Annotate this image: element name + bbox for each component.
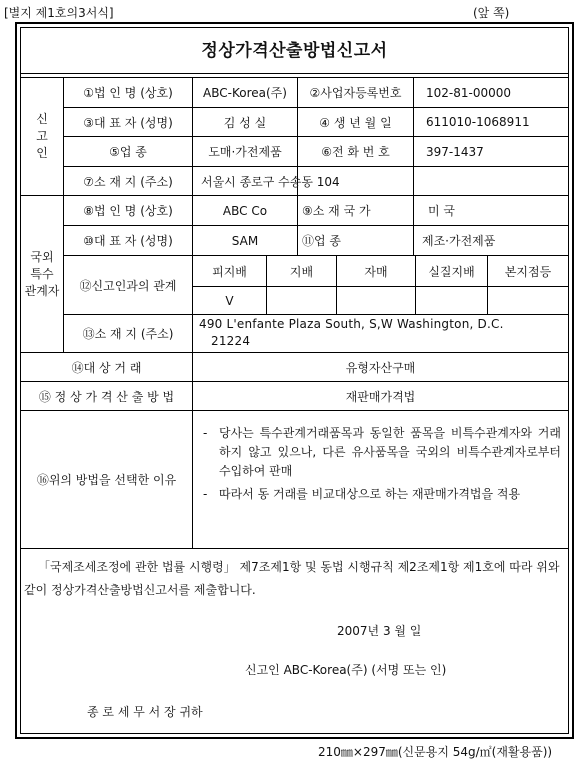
relation-mark-branch	[488, 287, 568, 314]
rp-address-value: 490 L'enfante Plaza South, S,W Washington, D.C. 21224	[199, 317, 504, 348]
reason-item: - 당사는 특수관계거래품목과 동일한 품목을 비특수관계자와 거래하지 않고 있으나, 다른 유사품목을 국외의 비특수관계자로부터 수입하여 판매	[203, 426, 561, 478]
submission-statement: 「국제조세조정에 관한 법률 시행령」 제7조제1항 및 동법 시행규칙 제2조제1항 제1호에 따라 위와 같이 정상가격산출방법신고서를 제출합니다.	[24, 560, 560, 597]
corp-name-label: ①법 인 명 (상호)	[83, 86, 173, 100]
declarant-group-label: 신 고 인	[36, 112, 48, 160]
relation-mark-de-facto	[416, 287, 487, 314]
rep-value: 김 성 실	[223, 115, 267, 130]
address-value: 서울시 종로구 수송동 104	[201, 174, 340, 189]
reason-label: ⑯위의 방법을 선택한 이유	[36, 473, 177, 487]
form-number: [별지 제1호의3서식]	[4, 6, 114, 20]
transaction-value: 유형자산구매	[345, 360, 416, 375]
related-party-group-label: 국외 특수 관계자	[24, 249, 60, 298]
industry-label: ⑤업 종	[109, 145, 147, 159]
birth-value: 611010-1068911	[426, 115, 530, 129]
rp-corp-name-value: ABC Co	[222, 203, 268, 218]
rp-industry-label: ⑪업 종	[302, 234, 341, 248]
address-label: ⑦소 재 지 (주소)	[83, 174, 173, 189]
rp-country-value: 미 국	[428, 204, 455, 218]
reason-text	[203, 424, 561, 508]
page-side-label: (앞 쪽)	[473, 6, 510, 20]
paper-spec-footer: 210㎜×297㎜(신문용지 54g/㎡(재활용품))	[318, 745, 553, 759]
relation-mark-controlling	[267, 287, 336, 314]
title-divider	[21, 73, 568, 74]
signer-line: 신고인 ABC-Korea(주) (서명 또는 인)	[245, 663, 447, 677]
addressee: 종 로 세 무 서 장 귀하	[87, 705, 203, 719]
relation-header-branch: 본지점등	[504, 264, 552, 279]
rp-country-label: ⑨소 재 국 가	[302, 204, 371, 218]
rp-industry-value: 제조·가전제품	[422, 234, 496, 248]
phone-value: 397-1437	[426, 144, 484, 159]
method-value: 재판매가격법	[345, 389, 416, 404]
submission-date: 2007년 3 월 일	[337, 624, 422, 638]
corp-name-value: ABC-Korea(주)	[203, 86, 287, 100]
relation-mark-sister	[337, 287, 415, 314]
rp-rep-label: ⑩대 표 자 (성명)	[83, 234, 173, 248]
relation-header-controlling: 지배	[289, 264, 314, 279]
relation-header-sister: 자매	[364, 264, 388, 279]
method-label: ⑮ 정 상 가 격 산 출 방 법	[38, 389, 175, 404]
section-line	[21, 548, 568, 549]
form-title: 정상가격산출방법신고서	[201, 41, 388, 61]
industry-value: 도매·가전제품	[208, 145, 282, 159]
relation-header-de-facto: 실질지배	[428, 264, 475, 279]
phone-label: ⑥전 화 번 호	[321, 145, 390, 159]
rp-corp-name-label: ⑧법 인 명 (상호)	[83, 204, 173, 218]
biz-no-value: 102-81-00000	[426, 85, 512, 100]
birth-label: ④ 생 년 월 일	[319, 115, 392, 130]
rp-relation-label: ⑫신고인과의 관계	[79, 278, 177, 293]
relation-mark-controlled: V	[225, 293, 234, 308]
reason-item: - 따라서 동 거래를 비교대상으로 하는 재판매가격법을 적용	[203, 487, 521, 501]
transaction-label: ⑭대 상 거 래	[71, 360, 142, 375]
rp-rep-value: SAM	[231, 233, 259, 248]
rp-address-label: ⑬소 재 지 (주소)	[82, 327, 174, 341]
rep-label: ③대 표 자 (성명)	[83, 115, 173, 130]
relation-header-controlled: 피지배	[212, 264, 247, 279]
biz-no-label: ②사업자등록번호	[309, 86, 402, 100]
